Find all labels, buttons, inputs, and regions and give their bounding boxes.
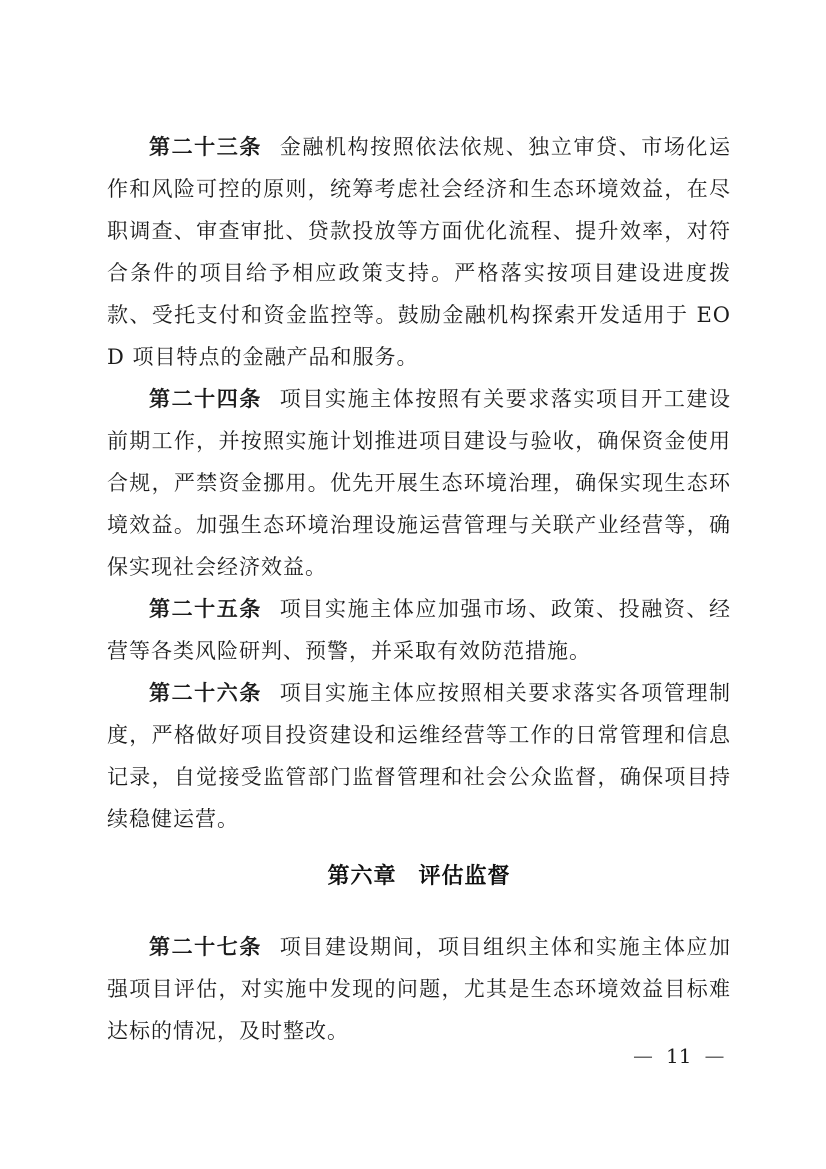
article-number: 第二十四条: [149, 387, 262, 411]
article-number: 第二十六条: [149, 681, 262, 705]
article-text: 金融机构按照依法依规、独立审贷、市场化运作和风险可控的原则，统筹考虑社会经济和生态环境效益，在尽职调查、审查审批、贷款投放等方面优化流程、提升效率，对符合条件的项目给予相应政策支持。严格落实按项目建设进度拨款、受托支付和资金监控等。鼓励金融机构探索开发适用于 EOD 项目特点的金融产品和服务。: [107, 135, 732, 369]
article-text: 项目实施主体应按照相关要求落实各项管理制度，严格做好项目投资建设和运维经营等工作的日常管理和信息记录，自觉接受监管部门监督管理和社会公众监督，确保项目持续稳健运营。: [107, 681, 732, 831]
article-paragraph-24: [107, 378, 731, 588]
chapter-heading: [107, 860, 731, 894]
article-paragraph-27: [107, 926, 731, 1052]
article-paragraph-26: [107, 672, 731, 840]
page-number: 11: [666, 1044, 692, 1068]
article-text: 项目实施主体应加强市场、政策、投融资、经营等各类风险研判、预警，并采取有效防范措施。: [107, 597, 732, 663]
article-paragraph-23: [107, 126, 731, 378]
article-number: 第二十五条: [149, 597, 262, 621]
document-body: [107, 126, 731, 1052]
footer-left-dash: —: [633, 1044, 653, 1068]
article-text: 项目实施主体按照有关要求落实项目开工建设前期工作，并按照实施计划推进项目建设与验收，确保资金使用合规，严禁资金挪用。优先开展生态环境治理，确保实现生态环境效益。加强生态环境治理设施运营管理与关联产业经营等，确保实现社会经济效益。: [107, 387, 732, 579]
article-number: 第二十七条: [149, 935, 262, 959]
article-number: 第二十三条: [149, 135, 262, 159]
article-text: 项目建设期间，项目组织主体和实施主体应加强项目评估，对实施中发现的问题，尤其是生态环境效益目标难达标的情况，及时整改。: [107, 935, 732, 1043]
chapter-title: 评估监督: [418, 864, 511, 889]
footer-right-dash: —: [704, 1044, 725, 1068]
page-footer: [633, 1044, 724, 1068]
article-paragraph-25: [107, 588, 731, 672]
chapter-number: 第六章: [327, 864, 397, 889]
